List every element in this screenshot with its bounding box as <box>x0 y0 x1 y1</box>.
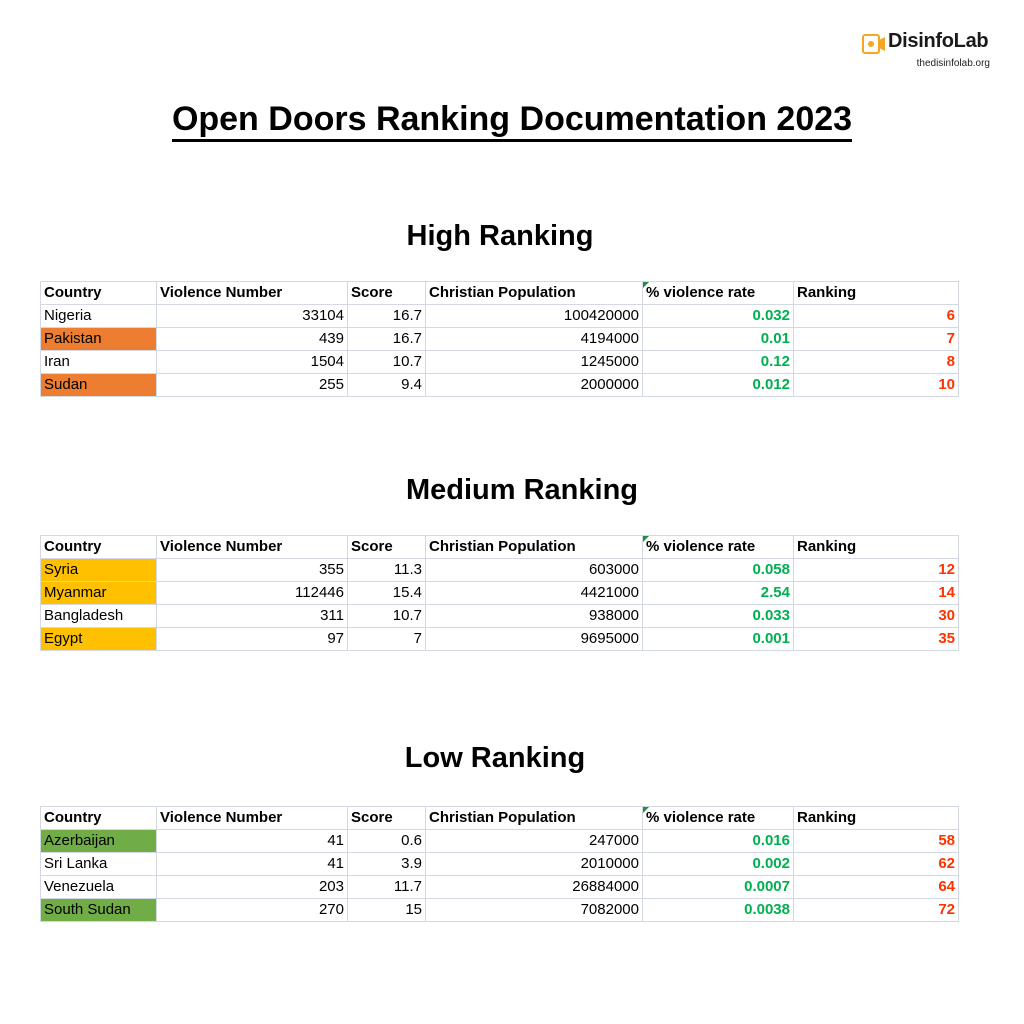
score-cell: 11.3 <box>348 559 426 582</box>
ranking-cell: 7 <box>794 328 959 351</box>
country-cell: Myanmar <box>41 582 157 605</box>
column-header-score: Score <box>348 807 426 830</box>
violence-number-cell: 270 <box>157 899 348 922</box>
violence-rate-cell: 0.033 <box>643 605 794 628</box>
score-cell: 10.7 <box>348 605 426 628</box>
table-row <box>41 853 959 876</box>
christian-population-cell: 26884000 <box>426 876 643 899</box>
violence-rate-cell: 0.12 <box>643 351 794 374</box>
violence-rate-cell: 0.012 <box>643 374 794 397</box>
section-title-low: Low Ranking <box>404 742 586 774</box>
column-header-population: Christian Population <box>426 807 643 830</box>
high-ranking-table <box>40 281 959 397</box>
column-header-violence: Violence Number <box>157 282 348 305</box>
table-row <box>41 328 959 351</box>
violence-rate-cell: 0.032 <box>643 305 794 328</box>
score-cell: 10.7 <box>348 351 426 374</box>
christian-population-cell: 4421000 <box>426 582 643 605</box>
ranking-cell: 14 <box>794 582 959 605</box>
violence-number-cell: 112446 <box>157 582 348 605</box>
medium-ranking-table <box>40 535 959 651</box>
christian-population-cell: 1245000 <box>426 351 643 374</box>
table-row <box>41 876 959 899</box>
table-header-row <box>41 807 959 830</box>
section-title-medium: Medium Ranking <box>405 474 638 506</box>
ranking-cell: 12 <box>794 559 959 582</box>
page-title: Open Doors Ranking Documentation 2023 <box>0 100 1024 139</box>
christian-population-cell: 100420000 <box>426 305 643 328</box>
table-row <box>41 305 959 328</box>
violence-rate-cell: 0.016 <box>643 830 794 853</box>
column-header-score: Score <box>348 536 426 559</box>
violence-number-cell: 255 <box>157 374 348 397</box>
disinfolab-logo <box>862 30 1002 74</box>
score-cell: 7 <box>348 628 426 651</box>
ranking-cell: 8 <box>794 351 959 374</box>
violence-rate-cell: 2.54 <box>643 582 794 605</box>
christian-population-cell: 2010000 <box>426 853 643 876</box>
section-title-high: High Ranking <box>406 220 594 252</box>
violence-number-cell: 1504 <box>157 351 348 374</box>
score-cell: 15.4 <box>348 582 426 605</box>
score-cell: 15 <box>348 899 426 922</box>
violence-rate-cell: 0.0007 <box>643 876 794 899</box>
ranking-cell: 62 <box>794 853 959 876</box>
disinfolab-logo-icon <box>862 32 886 56</box>
column-header-country: Country <box>41 282 157 305</box>
violence-number-cell: 33104 <box>157 305 348 328</box>
column-header-ranking: Ranking <box>794 536 959 559</box>
score-cell: 11.7 <box>348 876 426 899</box>
column-header-ranking: Ranking <box>794 807 959 830</box>
christian-population-cell: 247000 <box>426 830 643 853</box>
country-cell: Bangladesh <box>41 605 157 628</box>
score-cell: 0.6 <box>348 830 426 853</box>
column-header-population: Christian Population <box>426 536 643 559</box>
violence-number-cell: 41 <box>157 853 348 876</box>
comment-marker-icon <box>643 282 649 288</box>
table-header-row <box>41 536 959 559</box>
country-cell: Pakistan <box>41 328 157 351</box>
table-row <box>41 374 959 397</box>
comment-marker-icon <box>643 807 649 813</box>
column-header-population: Christian Population <box>426 282 643 305</box>
column-header-country: Country <box>41 807 157 830</box>
christian-population-cell: 2000000 <box>426 374 643 397</box>
table-row <box>41 899 959 922</box>
score-cell: 3.9 <box>348 853 426 876</box>
column-header-country: Country <box>41 536 157 559</box>
ranking-cell: 35 <box>794 628 959 651</box>
score-cell: 16.7 <box>348 328 426 351</box>
comment-marker-icon <box>643 536 649 542</box>
ranking-cell: 72 <box>794 899 959 922</box>
table-row <box>41 351 959 374</box>
logo-url: thedisinfolab.org <box>916 58 990 69</box>
country-cell: Sudan <box>41 374 157 397</box>
violence-rate-cell: 0.001 <box>643 628 794 651</box>
violence-number-cell: 355 <box>157 559 348 582</box>
violence-number-cell: 439 <box>157 328 348 351</box>
country-cell: Iran <box>41 351 157 374</box>
table-row <box>41 830 959 853</box>
column-header-violence: Violence Number <box>157 536 348 559</box>
ranking-cell: 64 <box>794 876 959 899</box>
column-header-rate: % violence rate <box>643 536 794 559</box>
score-cell: 9.4 <box>348 374 426 397</box>
christian-population-cell: 4194000 <box>426 328 643 351</box>
christian-population-cell: 938000 <box>426 605 643 628</box>
table-header-row <box>41 282 959 305</box>
column-header-rate: % violence rate <box>643 282 794 305</box>
logo-name: DisinfoLab <box>888 30 989 52</box>
score-cell: 16.7 <box>348 305 426 328</box>
violence-number-cell: 311 <box>157 605 348 628</box>
country-cell: Egypt <box>41 628 157 651</box>
country-cell: Syria <box>41 559 157 582</box>
violence-rate-cell: 0.01 <box>643 328 794 351</box>
country-cell: Nigeria <box>41 305 157 328</box>
violence-number-cell: 203 <box>157 876 348 899</box>
violence-rate-cell: 0.058 <box>643 559 794 582</box>
violence-rate-cell: 0.0038 <box>643 899 794 922</box>
christian-population-cell: 9695000 <box>426 628 643 651</box>
christian-population-cell: 7082000 <box>426 899 643 922</box>
violence-number-cell: 97 <box>157 628 348 651</box>
christian-population-cell: 603000 <box>426 559 643 582</box>
violence-number-cell: 41 <box>157 830 348 853</box>
violence-rate-cell: 0.002 <box>643 853 794 876</box>
ranking-cell: 10 <box>794 374 959 397</box>
country-cell: Sri Lanka <box>41 853 157 876</box>
column-header-score: Score <box>348 282 426 305</box>
column-header-ranking: Ranking <box>794 282 959 305</box>
table-row <box>41 628 959 651</box>
column-header-violence: Violence Number <box>157 807 348 830</box>
country-cell: South Sudan <box>41 899 157 922</box>
ranking-cell: 30 <box>794 605 959 628</box>
country-cell: Venezuela <box>41 876 157 899</box>
ranking-cell: 58 <box>794 830 959 853</box>
ranking-cell: 6 <box>794 305 959 328</box>
low-ranking-table <box>40 806 959 922</box>
table-row <box>41 605 959 628</box>
country-cell: Azerbaijan <box>41 830 157 853</box>
table-row <box>41 559 959 582</box>
column-header-rate: % violence rate <box>643 807 794 830</box>
table-row <box>41 582 959 605</box>
